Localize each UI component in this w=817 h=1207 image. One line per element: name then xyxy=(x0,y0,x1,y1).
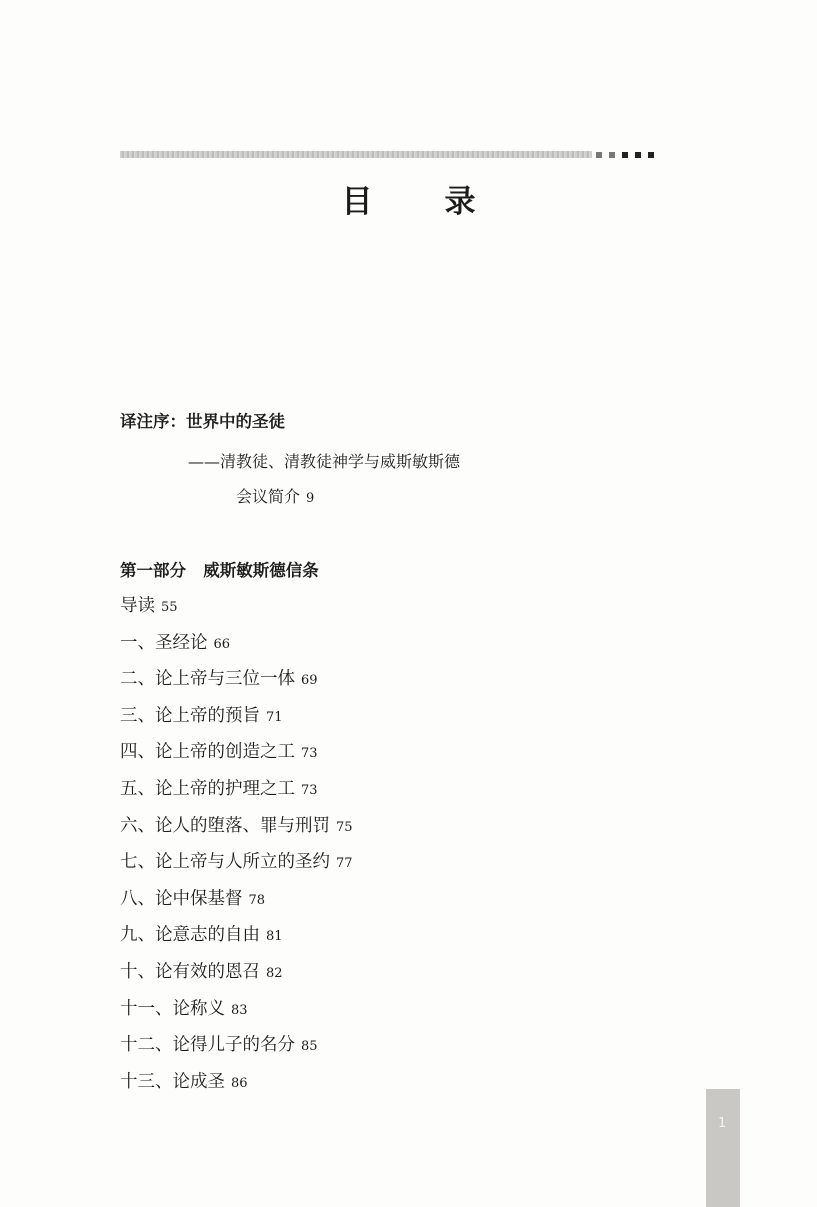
preface-subtitle-continued xyxy=(236,484,314,507)
toc-entry-page: 81 xyxy=(266,929,283,945)
toc-entry-page: 86 xyxy=(231,1075,248,1091)
toc-entry[interactable] xyxy=(120,1033,353,1070)
toc-entry-page: 77 xyxy=(336,856,353,872)
toc-entry[interactable] xyxy=(120,997,353,1034)
toc-entry[interactable] xyxy=(120,594,353,631)
toc-entry-label: 十三、论成圣 xyxy=(120,1071,225,1092)
toc-entry-label: 九、论意志的自由 xyxy=(120,925,260,946)
header-rule xyxy=(120,151,592,158)
preface-page-number: 9 xyxy=(306,491,315,506)
preface-subtitle: ——清教徒、清教徒神学与威斯敏斯德 xyxy=(188,452,461,471)
toc-entry-label: 七、论上帝与人所立的圣约 xyxy=(120,852,330,873)
toc-entry-label: 十一、论称义 xyxy=(120,998,225,1019)
rule-square xyxy=(622,152,628,158)
rule-square xyxy=(609,152,615,158)
toc-entry-label: 八、论中保基督 xyxy=(120,888,243,909)
page-tab xyxy=(706,1089,740,1207)
toc-entry-label: 导读 xyxy=(120,596,155,616)
toc-entry-page: 83 xyxy=(231,1002,248,1018)
rule-square xyxy=(648,152,654,158)
toc-entry[interactable] xyxy=(120,923,353,960)
toc-list xyxy=(120,594,353,1106)
toc-entry-page: 71 xyxy=(266,709,283,725)
preface-title[interactable]: 译注序：世界中的圣徒 xyxy=(120,412,285,431)
toc-entry-label: 五、论上帝的护理之工 xyxy=(120,778,295,799)
rule-square xyxy=(635,152,641,158)
toc-entry[interactable] xyxy=(120,887,353,924)
toc-entry-page: 66 xyxy=(213,636,231,652)
toc-entry-page: 75 xyxy=(336,819,353,835)
toc-entry-label: 六、论人的堕落、罪与刑罚 xyxy=(120,815,330,836)
preface-subtitle-text: 会议简介 xyxy=(236,487,301,506)
toc-entry-label: 一、圣经论 xyxy=(120,632,208,653)
toc-entry-page: 69 xyxy=(301,673,318,689)
toc-entry[interactable] xyxy=(120,814,353,851)
header-rule-squares xyxy=(596,151,654,158)
toc-entry-page: 73 xyxy=(301,746,318,762)
part-one-heading[interactable]: 第一部分 威斯敏斯德信条 xyxy=(120,561,319,580)
toc-entry-label: 十、论有效的恩召 xyxy=(120,961,260,982)
toc-entry[interactable] xyxy=(120,704,353,741)
toc-entry-page: 73 xyxy=(301,782,318,798)
toc-entry[interactable] xyxy=(120,960,353,997)
toc-entry-label: 四、论上帝的创造之工 xyxy=(120,742,295,763)
toc-entry-label: 三、论上帝的预旨 xyxy=(120,705,260,726)
toc-entry[interactable] xyxy=(120,777,353,814)
toc-entry-page: 78 xyxy=(248,892,266,908)
toc-entry[interactable] xyxy=(120,1070,353,1107)
toc-entry[interactable] xyxy=(120,740,353,777)
toc-entry[interactable] xyxy=(120,631,353,668)
toc-entry-page: 55 xyxy=(161,600,178,615)
toc-entry-label: 二、论上帝与三位一体 xyxy=(120,669,295,690)
page-number: 1 xyxy=(718,1116,727,1131)
toc-entry[interactable] xyxy=(120,850,353,887)
toc-entry-page: 85 xyxy=(301,1039,318,1055)
toc-entry[interactable] xyxy=(120,667,353,704)
toc-entry-label: 十二、论得儿子的名分 xyxy=(120,1035,295,1056)
rule-square xyxy=(596,152,602,158)
toc-entry-page: 82 xyxy=(266,965,283,981)
page-title: 目录 xyxy=(341,184,548,220)
